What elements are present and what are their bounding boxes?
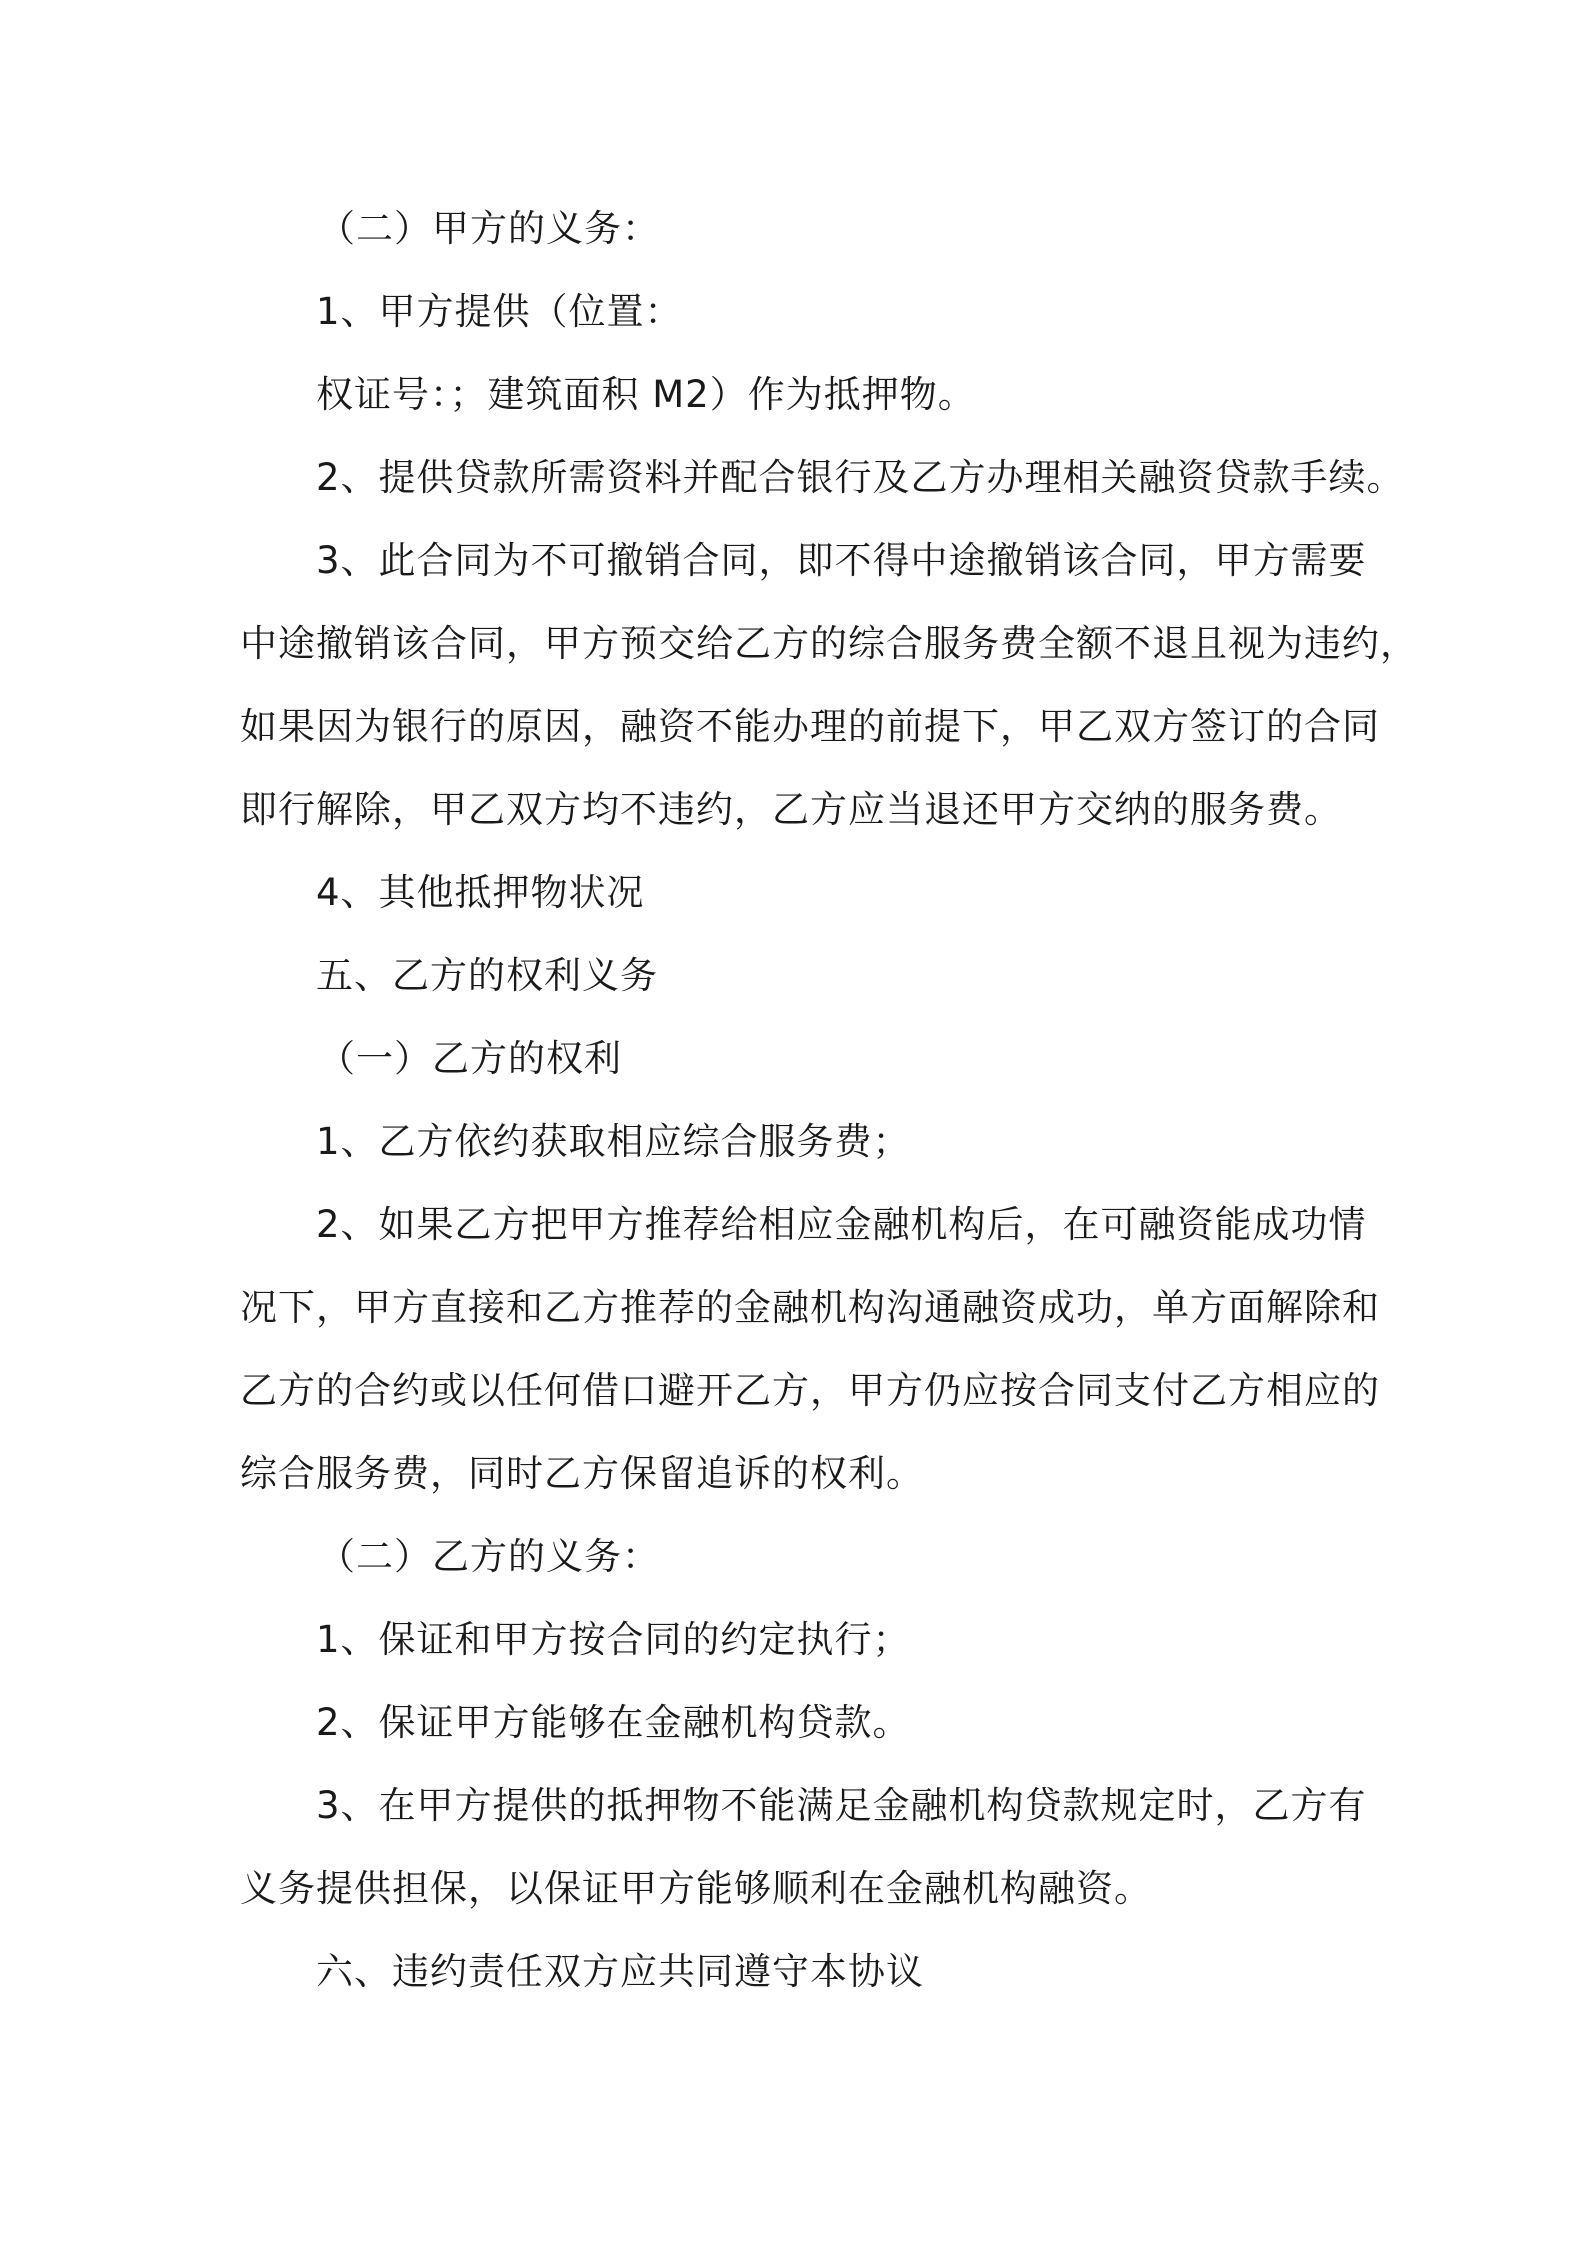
paragraph-line: 2、提供贷款所需资料并配合银行及乙方办理相关融资贷款手续。 [316,456,1405,499]
paragraph-line: 1、保证和甲方按合同的约定执行； [316,1618,911,1661]
paragraph-line: 即行解除，甲乙双方均不违约，乙方应当退还甲方交纳的服务费。 [240,788,1342,831]
paragraph-line: 4、其他抵押物状况 [316,871,645,914]
paragraph-line: 3、在甲方提供的抵押物不能满足金融机构贷款规定时，乙方有 [316,1784,1367,1827]
section-heading-party-b-rights: （一）乙方的权利 [318,1037,622,1080]
paragraph-line: 如果因为银行的原因，融资不能办理的前提下，甲乙双方签订的合同 [240,705,1380,748]
paragraph-line: 义务提供担保，以保证甲方能够顺利在金融机构融资。 [240,1867,1152,1910]
paragraph-line: 况下，甲方直接和乙方推荐的金融机构沟通融资成功，单方面解除和 [240,1286,1380,1329]
paragraph-line: 1、甲方提供（位置： [316,290,683,333]
paragraph-line: 3、此合同为不可撤销合同，即不得中途撤销该合同，甲方需要 [316,539,1367,582]
paragraph-line: 乙方的合约或以任何借口避开乙方，甲方仍应按合同支付乙方相应的 [240,1369,1380,1412]
paragraph-line: 2、保证甲方能够在金融机构贷款。 [316,1701,911,1744]
section-heading-party-a-obligations: （二）甲方的义务： [318,207,660,250]
paragraph-line: 1、乙方依约获取相应综合服务费； [316,1120,911,1163]
paragraph-line: 中途撤销该合同，甲方预交给乙方的综合服务费全额不退且视为违约， [240,622,1418,665]
section-heading-party-b-obligations: （二）乙方的义务： [318,1535,660,1578]
paragraph-line: 综合服务费，同时乙方保留追诉的权利。 [240,1452,924,1495]
section-heading-breach-liability: 六、违约责任双方应共同遵守本协议 [316,1950,924,1993]
section-heading-party-b-rights-obligations: 五、乙方的权利义务 [316,954,658,997]
paragraph-line: 权证号：；建筑面积 M2）作为抵押物。 [316,373,976,416]
paragraph-line: 2、如果乙方把甲方推荐给相应金融机构后，在可融资能成功情 [316,1203,1367,1246]
